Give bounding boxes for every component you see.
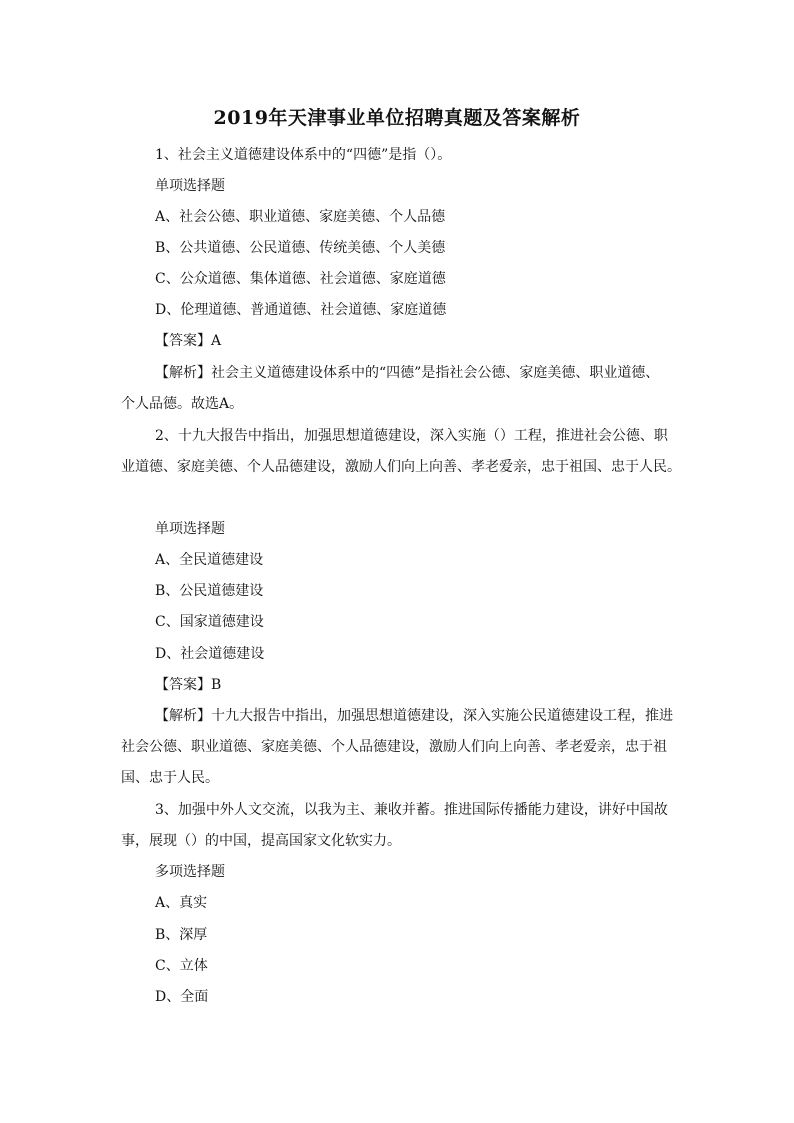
question-2-stem-line-1: 2、十九大报告中指出，加强思想道德建设，深入实施（）工程，推进社会公德、职: [155, 428, 668, 444]
question-3-option-c: C、立体: [155, 958, 208, 974]
question-1-stem: 1、社会主义道德建设体系中的“四德”是指（）。: [155, 147, 452, 163]
question-1-option-c: C、公众道德、集体道德、社会道德、家庭道德: [155, 271, 446, 287]
question-2-analysis-line-3: 国、忠于人民。: [121, 770, 219, 786]
question-1-analysis-line-2: 个人品德。故选A。: [121, 396, 244, 412]
question-1-answer: 【答案】A: [155, 333, 222, 349]
question-1-analysis-line-1: 【解析】社会主义道德建设体系中的“四德”是指社会公德、家庭美德、职业道德、: [155, 365, 660, 381]
question-3-type: 多项选择题: [155, 864, 225, 880]
question-1-option-a: A、社会公德、职业道德、家庭美德、个人品德: [155, 209, 446, 225]
question-2-analysis-line-2: 社会公德、职业道德、家庭美德、个人品德建设，激励人们向上向善、孝老爱亲，忠于祖: [121, 739, 667, 755]
question-2-option-c: C、国家道德建设: [155, 614, 264, 630]
document-title: 2019年天津事业单位招聘真题及答案解析: [213, 107, 581, 129]
question-2-answer: 【答案】B: [155, 677, 222, 693]
question-1-type: 单项选择题: [155, 178, 225, 194]
question-1-option-b: B、公共道德、公民道德、传统美德、个人美德: [155, 240, 446, 256]
question-2-option-d: D、社会道德建设: [155, 646, 265, 662]
question-3-stem-line-1: 3、加强中外人文交流，以我为主、兼收并蓄。推进国际传播能力建设，讲好中国故: [155, 802, 668, 818]
question-2-analysis-line-1: 【解析】十九大报告中指出，加强思想道德建设，深入实施公民道德建设工程，推进: [155, 708, 673, 724]
question-2-option-a: A、全民道德建设: [155, 552, 264, 568]
question-1-option-d: D、伦理道德、普通道德、社会道德、家庭道德: [155, 302, 447, 318]
question-2-stem-line-2: 业道德、家庭美德、个人品德建设，激励人们向上向善、孝老爱亲，忠于祖国、忠于人民。: [121, 459, 681, 475]
question-3-stem-line-2: 事，展现（）的中国，提高国家文化软实力。: [121, 833, 401, 849]
question-2-type: 单项选择题: [155, 521, 225, 537]
question-2-option-b: B、公民道德建设: [155, 583, 264, 599]
question-3-option-a: A、真实: [155, 895, 208, 911]
question-3-option-b: B、深厚: [155, 927, 208, 943]
question-3-option-d: D、全面: [155, 989, 209, 1005]
